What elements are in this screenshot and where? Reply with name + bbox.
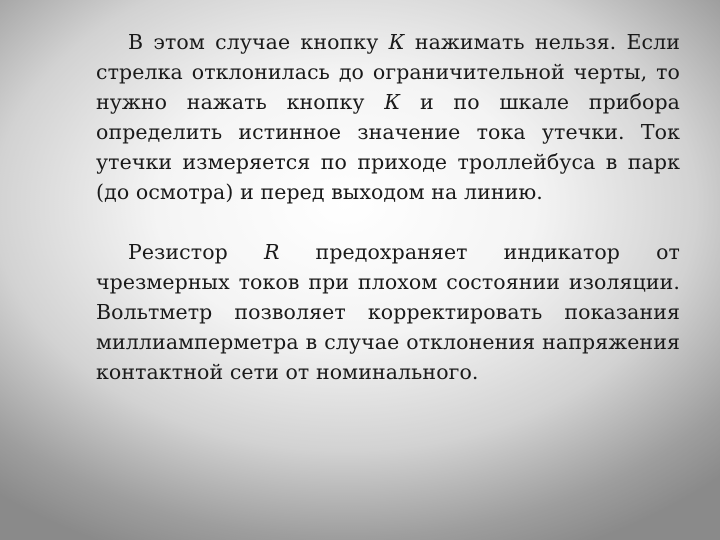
text-segment: нажимать нельзя. Если стрелка отклонилась до ограничительной черты, то нужно нажать кнопку — [96, 30, 680, 114]
paragraph-resistor — [96, 237, 680, 387]
slide-text-body — [96, 27, 680, 387]
text-segment: и по шкале прибора определить истинное значение тока утечки. Ток утечки измеряется по приходе троллейбуса в парк (до осмотра) и перед выходом на линию. — [96, 90, 680, 204]
paragraph-leakage-current — [96, 27, 680, 207]
text-segment-italic-r: R — [263, 240, 280, 264]
text-segment-italic-k: К — [384, 90, 401, 114]
text-segment: Резистор — [128, 240, 264, 264]
text-segment-italic-k: К — [388, 30, 405, 54]
text-segment: предохраняет индикатор от чрезмерных токов при плохом состоянии изоляции. Вольтметр позволяет корректировать показания миллиамперметра в случае отклонения напряжения контактной сети от номинального. — [96, 240, 680, 384]
text-segment: В этом случае кнопку — [128, 30, 389, 54]
